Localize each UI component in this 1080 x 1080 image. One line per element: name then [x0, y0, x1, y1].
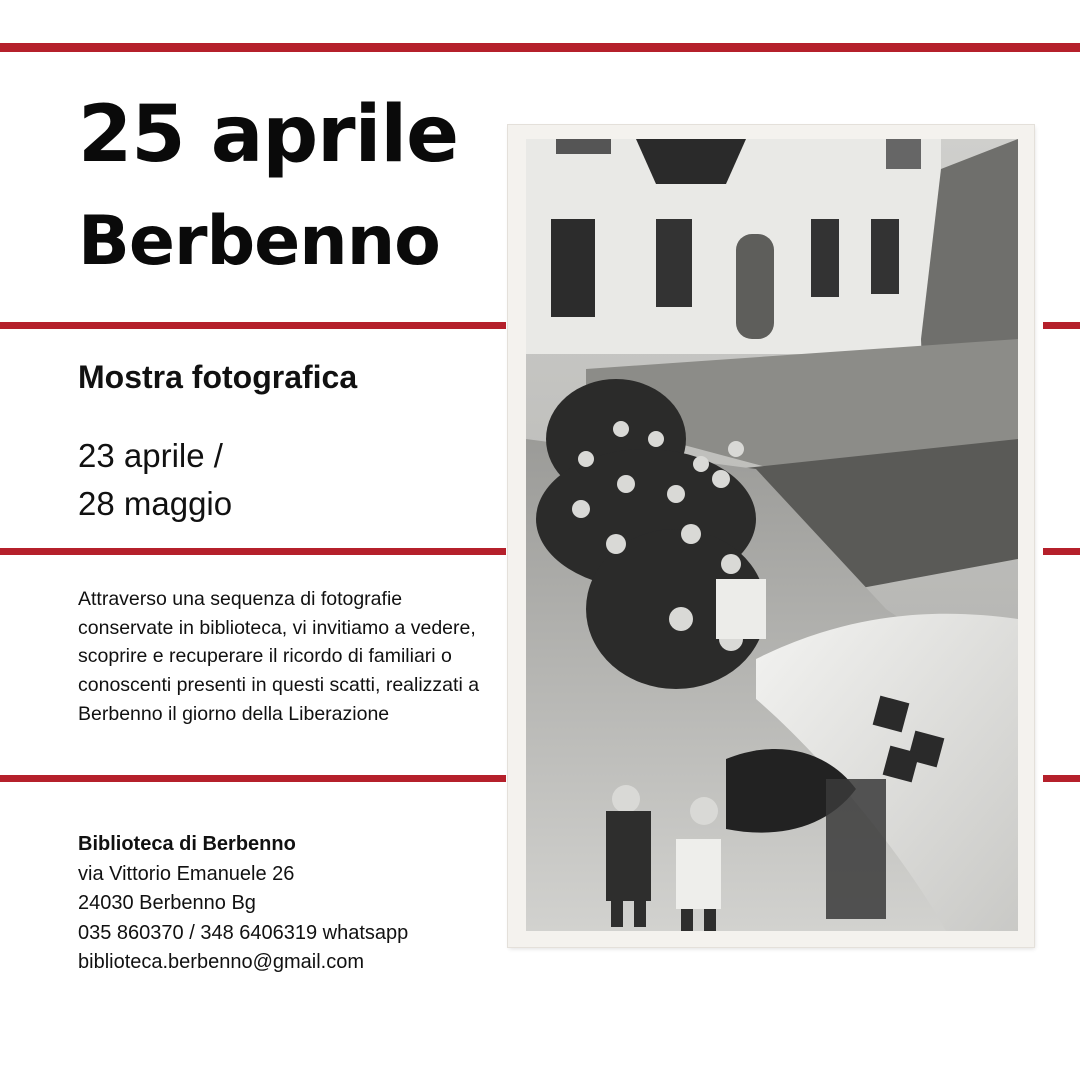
top-rule — [0, 43, 1080, 52]
event-dates — [78, 432, 232, 528]
rule-right-1 — [1043, 322, 1080, 329]
date-end: 28 maggio — [78, 485, 233, 522]
contact-block — [78, 830, 408, 978]
date-start: 23 aprile / — [78, 437, 223, 474]
library-email: biblioteca.berbenno@gmail.com — [78, 951, 365, 973]
event-description: Attraverso una sequenza di fotografie conservate in biblioteca, vi invitiamo a vedere, scoprire e recuperare il ricordo di familiari o conoscenti presenti in questi scatti, realizzati a Berbenno il giorno della Liberazione — [78, 588, 480, 725]
poster-title: 25 aprile — [78, 90, 459, 180]
rule-left-1 — [0, 322, 506, 329]
library-name: Biblioteca di Berbenno — [78, 833, 296, 855]
rule-right-2 — [1043, 548, 1080, 555]
poster-place: Berbenno — [78, 202, 440, 281]
rule-right-3 — [1043, 775, 1080, 782]
rule-left-2 — [0, 548, 506, 555]
library-phone: 035 860370 / 348 6406319 whatsapp — [78, 921, 409, 944]
library-address: via Vittorio Emanuele 26 — [78, 862, 295, 885]
rule-left-3 — [0, 775, 506, 782]
historic-photo — [508, 125, 1034, 947]
library-city: 24030 Berbenno Bg — [78, 892, 256, 914]
event-name: Mostra fotografica — [78, 359, 358, 395]
photo-image — [526, 139, 1018, 931]
